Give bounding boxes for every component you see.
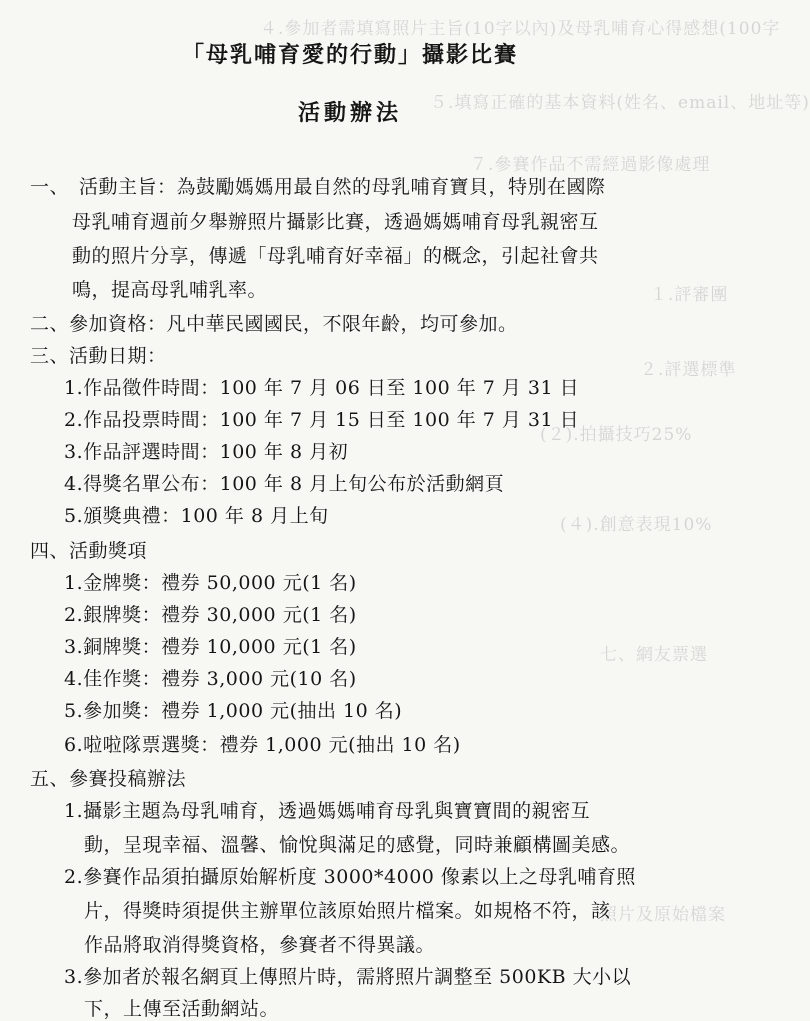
bleed-through-text: (２).拍攝技巧25% (540, 425, 693, 445)
section3-item: 2.作品投票時間：100 年 7 月 15 日至 100 年 7 月 31 日 (64, 409, 580, 431)
bleed-through-text: (４).創意表現10% (560, 515, 713, 535)
section3-item: 3.作品評選時間：100 年 8 月初 (64, 441, 349, 463)
bleed-through-text: 照片及原始檔案 (600, 905, 726, 925)
section3-item: 1.作品徵件時間：100 年 7 月 06 日至 100 年 7 月 31 日 (64, 377, 580, 399)
bleed-through-text: ７.參賽作品不需經過影像處理 (470, 155, 711, 175)
section5-line: 動，呈現幸福、溫馨、愉悅與滿足的感覺，同時兼顧構圖美感。 (84, 834, 631, 856)
section5-line: 1.攝影主題為母乳哺育，透過媽媽哺育母乳與寶寶間的親密互 (64, 800, 591, 822)
bleed-through-text: ５.填寫正確的基本資料(姓名、email、地址等) (430, 93, 810, 113)
section5-line: 片，得獎時須提供主辦單位該原始照片檔案。如規格不符，該 (84, 900, 611, 922)
section1-heading: 一、 活動主旨：為鼓勵媽媽用最自然的母乳哺育寶貝，特別在國際 (30, 176, 606, 198)
section3-item: 5.頒獎典禮：100 年 8 月上旬 (64, 505, 329, 527)
section2-heading: 二、參加資格：凡中華民國國民，不限年齡，均可參加。 (30, 313, 518, 335)
bleed-through-text: ４.參加者需填寫照片主旨(10字以內)及母乳哺育心得感想(100字 (260, 19, 781, 39)
section4-item: 1.金牌獎：禮券 50,000 元(1 名) (64, 572, 357, 594)
bleed-through-text: ２.評選標準 (640, 360, 737, 380)
section1-line: 母乳哺育週前夕舉辦照片攝影比賽，透過媽媽哺育母乳親密互 (72, 211, 599, 233)
section5-line: 3.參加者於報名網頁上傳照片時，需將照片調整至 500KB 大小以 (64, 966, 632, 988)
section3-heading: 三、活動日期： (30, 345, 167, 367)
section1-line: 動的照片分享，傳遞「母乳哺育好幸福」的概念，引起社會共 (72, 245, 599, 267)
section5-line: 作品將取消得獎資格，參賽者不得異議。 (84, 934, 436, 956)
section5-line: 下，上傳至活動網站。 (84, 998, 280, 1020)
bleed-through-text: １.評審團 (650, 285, 729, 305)
bleed-through-text: 七、網友票選 (600, 645, 708, 665)
section4-item: 5.參加獎：禮券 1,000 元(抽出 10 名) (64, 700, 403, 722)
section4-item: 4.佳作獎：禮券 3,000 元(10 名) (64, 668, 357, 690)
section4-item: 6.啦啦隊票選獎：禮券 1,000 元(抽出 10 名) (64, 734, 461, 756)
section4-item: 2.銀牌獎：禮券 30,000 元(1 名) (64, 604, 357, 626)
section5-heading: 五、參賽投稿辦法 (30, 768, 187, 790)
section3-item: 4.得獎名單公布：100 年 8 月上旬公布於活動網頁 (64, 473, 505, 495)
section4-heading: 四、活動獎項 (30, 540, 148, 562)
document-subtitle: 活動辦法 (297, 100, 402, 126)
section1-line: 鳴，提高母乳哺乳率。 (72, 279, 268, 301)
section5-line: 2.參賽作品須拍攝原始解析度 3000*4000 像素以上之母乳哺育照 (64, 866, 636, 888)
document-title: 「母乳哺育愛的行動」攝影比賽 (181, 42, 518, 68)
section4-item: 3.銅牌獎：禮券 10,000 元(1 名) (64, 636, 357, 658)
